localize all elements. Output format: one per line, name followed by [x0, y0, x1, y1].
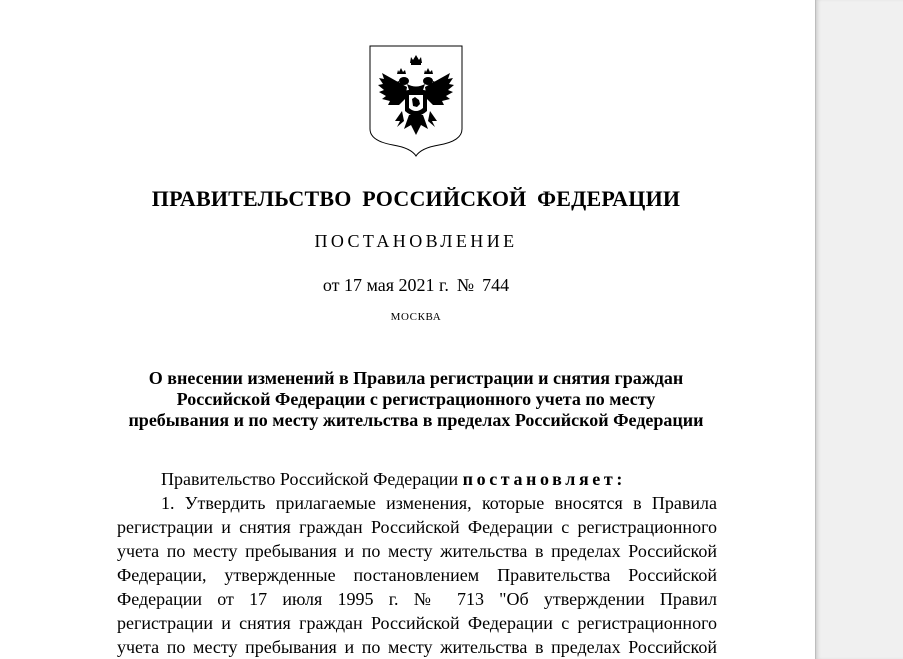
body-line: учета по месту пребывания и по месту жительства в пределах Российской: [117, 541, 717, 561]
body-line: учета по месту пребывания и по месту жительства в пределах Российской: [117, 637, 717, 657]
subject-line: О внесении изменений в Правила регистрации и снятия граждан: [148, 368, 684, 388]
preamble-prefix: Правительство Российской Федерации: [161, 469, 459, 489]
subject-line: пребывания и по месту жительства в пределах Российской Федерации: [128, 410, 704, 430]
body-line: Федерации, утвержденные постановлением Правительства Российской: [117, 565, 717, 585]
body-line: Федерации от 17 июля 1995 г. № 713 "Об утверждении Правил: [117, 589, 717, 609]
document-type: ПОСТАНОВЛЕНИЕ: [314, 231, 518, 251]
government-title: ПРАВИТЕЛЬСТВО РОССИЙСКОЙ ФЕДЕРАЦИИ: [151, 186, 681, 211]
body-line: регистрации и снятия граждан Российской Федерации с регистрационного: [117, 517, 717, 537]
body-line: 1. Утвердить прилагаемые изменения, которые вносятся в Правила: [161, 493, 717, 513]
document-subject: [100, 368, 732, 431]
document-date-number: [0, 275, 815, 296]
body-line: регистрации и снятия граждан Российской Федерации с регистрационного: [117, 613, 717, 633]
preamble-verb: постановляет:: [462, 469, 626, 489]
viewer-background: [815, 0, 903, 659]
document-date: от 17 мая 2021 г.: [322, 275, 449, 295]
document-body: [117, 467, 717, 659]
document-number: 744: [482, 275, 510, 295]
preamble-line: [117, 467, 717, 491]
number-sign: №: [456, 275, 475, 295]
coat-of-arms-icon: [369, 45, 463, 157]
document-city: МОСКВА: [390, 311, 442, 323]
subject-line: Российской Федерации с регистрационного учета по месту: [176, 389, 656, 409]
